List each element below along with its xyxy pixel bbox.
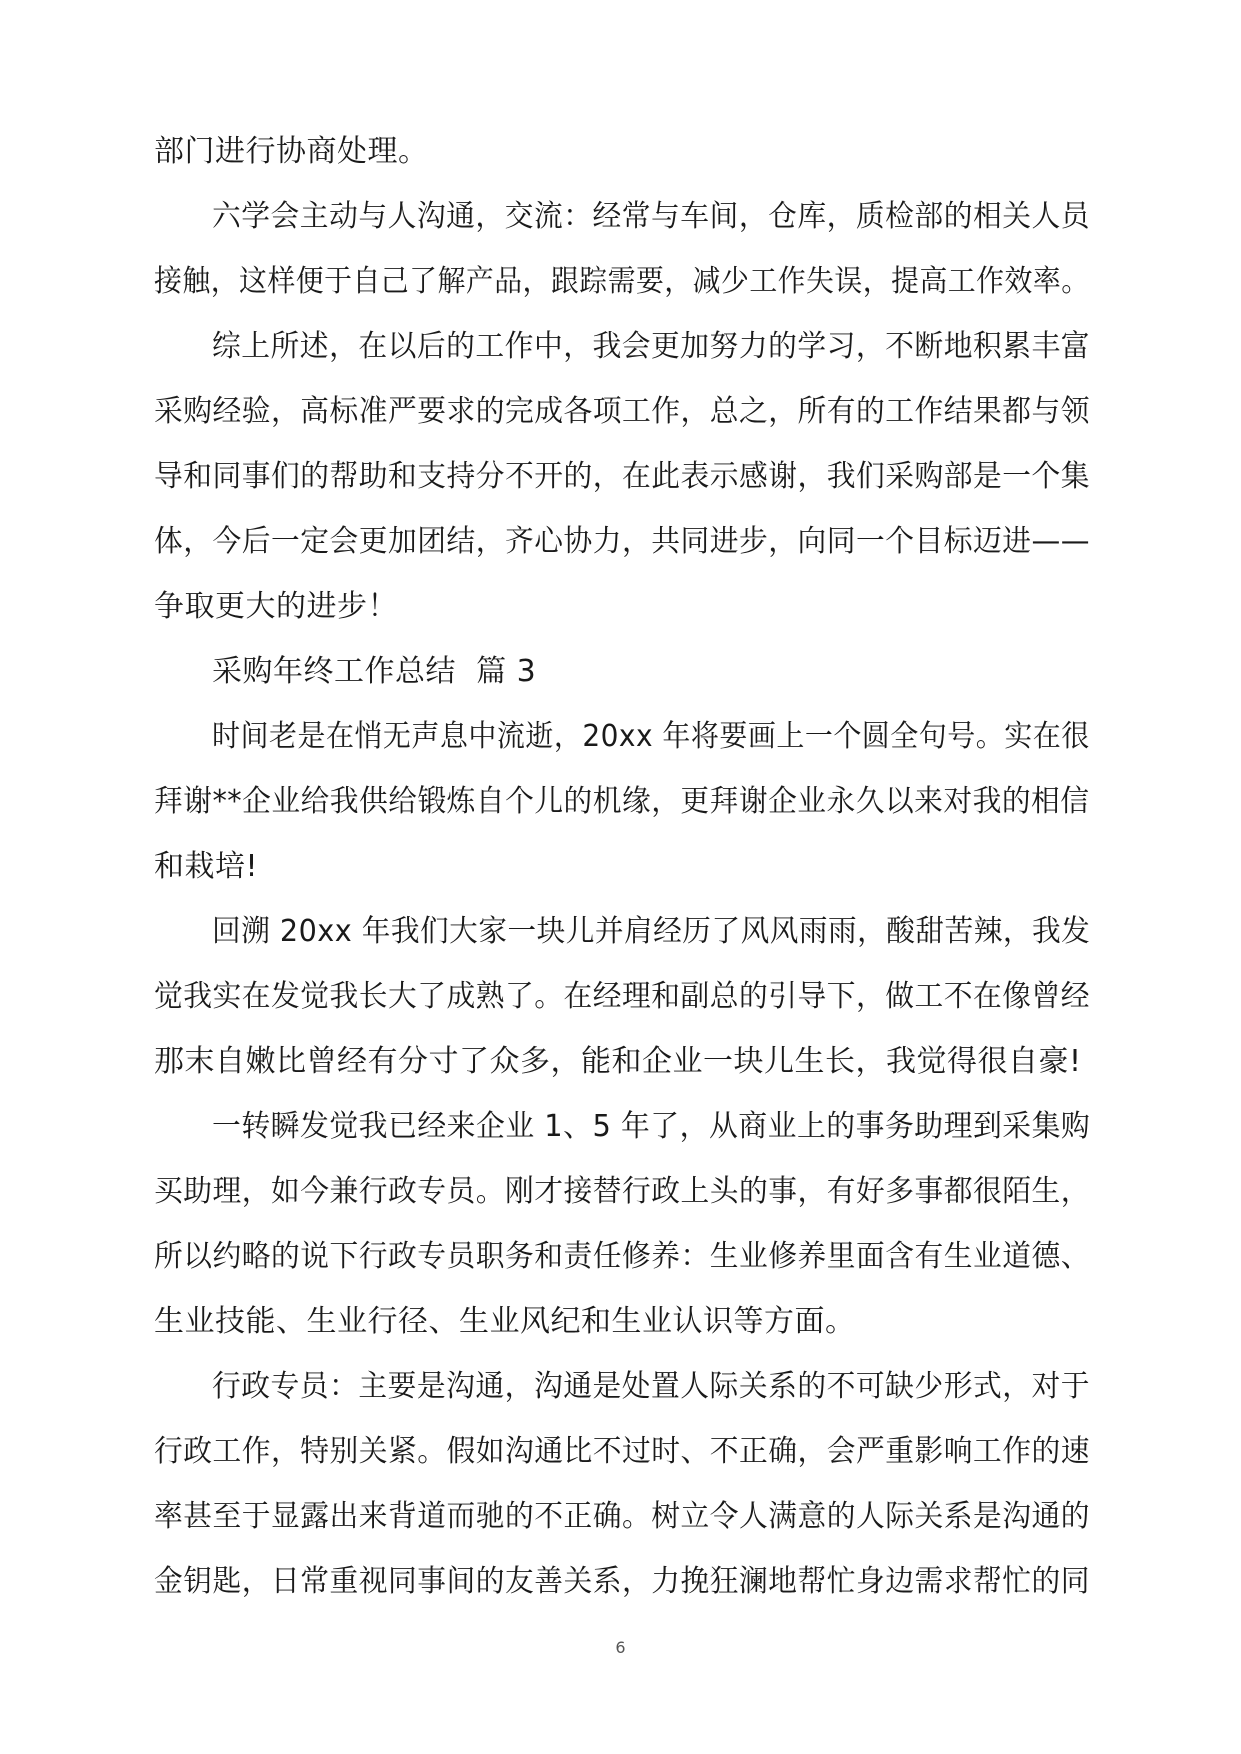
text-line: [0, 1355, 1241, 1419]
text-line: [0, 120, 1241, 184]
text-line: [0, 835, 1241, 899]
text-line: [0, 1485, 1241, 1549]
text-line-content: 一转瞬发觉我已经来企业 1、5 年了，从商业上的事务助理到采集购: [212, 1109, 1091, 1144]
section-heading: [0, 640, 1241, 704]
section-heading-text: 采购年终工作总结 篇 3: [212, 654, 537, 689]
text-line: [0, 1225, 1241, 1289]
text-line-content: 所以约略的说下行政专员职务和责任修养：生业修养里面含有生业道德、: [154, 1239, 1090, 1274]
page-number: 6: [615, 1638, 626, 1657]
text-line-content: 那末自嫩比曾经有分寸了众多，能和企业一块儿生长，我觉得很自豪!: [154, 1044, 1082, 1079]
text-line: [0, 1095, 1241, 1159]
text-line: [0, 315, 1241, 379]
text-line: [0, 1550, 1241, 1614]
text-line: [0, 705, 1241, 769]
text-line: [0, 250, 1241, 314]
text-line-content: 觉我实在发觉我长大了成熟了。在经理和副总的引导下，做工不在像曾经: [154, 979, 1090, 1014]
text-line-content: 金钥匙，日常重视同事间的友善关系，力挽狂澜地帮忙身边需求帮忙的同: [154, 1564, 1090, 1599]
text-line: [0, 185, 1241, 249]
text-line-content: 行政专员：主要是沟通，沟通是处置人际关系的不可缺少形式，对于: [212, 1369, 1091, 1404]
text-line-content: 率甚至于显露出来背道而驰的不正确。树立令人满意的人际关系是沟通的: [154, 1499, 1090, 1534]
text-line-content: 接触，这样便于自己了解产品，跟踪需要，减少工作失误，提高工作效率。: [154, 264, 1090, 299]
text-line-content: 时间老是在悄无声息中流逝，20xx 年将要画上一个圆全句号。实在很: [212, 719, 1090, 754]
text-line-content: 回溯 20xx 年我们大家一块儿并肩经历了风风雨雨，酸甜苦辣，我发: [212, 914, 1091, 949]
text-line: [0, 965, 1241, 1029]
text-line-content: 争取更大的进步！: [154, 589, 398, 624]
text-line: [0, 900, 1241, 964]
text-line-content: 导和同事们的帮助和支持分不开的，在此表示感谢，我们采购部是一个集: [154, 459, 1090, 494]
text-line-content: 生业技能、生业行径、生业风纪和生业认识等方面。: [154, 1304, 856, 1339]
text-line: [0, 380, 1241, 444]
text-line-content: 六学会主动与人沟通，交流：经常与车间，仓库，质检部的相关人员: [212, 199, 1091, 234]
text-line-content: 部门进行协商处理。: [154, 134, 429, 169]
text-line-content: 拜谢**企业给我供给锻炼自个儿的机缘，更拜谢企业永久以来对我的相信: [154, 784, 1090, 819]
text-line-content: 采购经验，高标准严要求的完成各项工作，总之，所有的工作结果都与领: [154, 394, 1090, 429]
text-line-content: 行政工作，特别关紧。假如沟通比不过时、不正确，会严重影响工作的速: [154, 1434, 1090, 1469]
text-line: [0, 510, 1241, 574]
text-line: [0, 575, 1241, 639]
text-line-content: 体，今后一定会更加团结，齐心协力，共同进步，向同一个目标迈进——: [154, 524, 1090, 559]
text-line-content: 综上所述，在以后的工作中，我会更加努力的学习，不断地积累丰富: [212, 329, 1091, 364]
text-line-content: 买助理，如今兼行政专员。刚才接替行政上头的事，有好多事都很陌生，: [154, 1174, 1090, 1209]
text-line: [0, 1420, 1241, 1484]
text-line: [0, 445, 1241, 509]
text-line: [0, 1290, 1241, 1354]
text-line: [0, 1160, 1241, 1224]
text-line-content: 和栽培!: [154, 849, 259, 884]
text-line: [0, 770, 1241, 834]
text-line: [0, 1030, 1241, 1094]
